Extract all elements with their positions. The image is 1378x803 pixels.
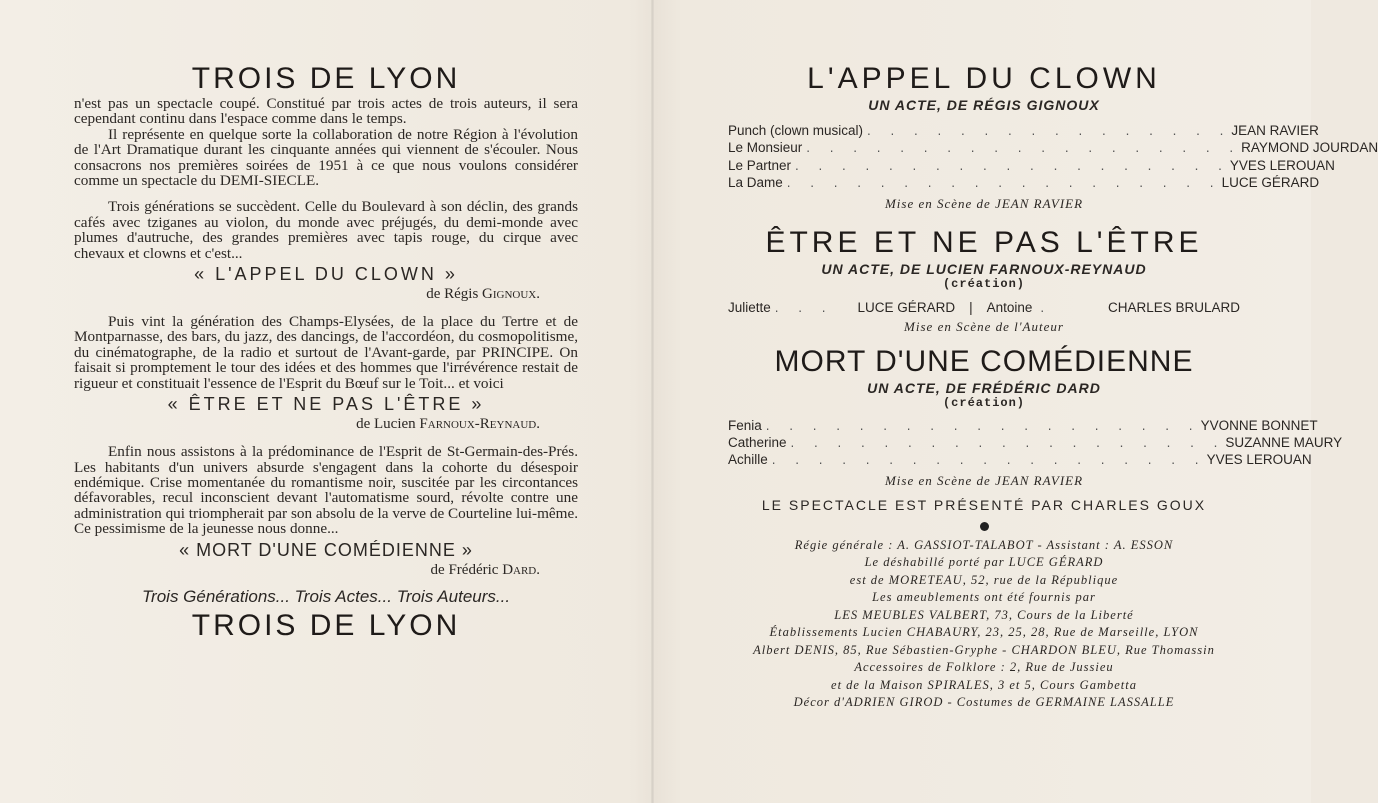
play1-subtitle: UN ACTE, DE RÉGIS GIGNOUX <box>868 97 1100 113</box>
role-juliette: Juliette <box>728 299 771 315</box>
play2-title: ÊTRE ET NE PAS L'ÊTRE <box>765 225 1203 259</box>
actor-juliette: LUCE GÉRARD <box>857 299 956 315</box>
cast-row: Le Monsieur . . . . . . . . . . . . . . . . . . . RAYMOND JOURDAN <box>728 140 1378 156</box>
cast-row: Fenia . . . . . . . . . . . . . . . . . . . YVONNE BONNET <box>728 417 1318 433</box>
left-page <box>74 62 578 643</box>
generations-paragraph: Trois générations se succèdent. Celle du Boulevard à son déclin, des grands cafés avec tziganes au violon, du monde avec préjugés, du demi-monde avec plumes d'autruche, des grandes premières avec tapis rouge, du cirque avec chevaux et clowns et c'est... <box>74 198 578 262</box>
cast-row: Le Partner . . . . . . . . . . . . . . . . . . . YVES LEROUAN <box>728 157 1335 173</box>
play1-title: L'APPEL DU CLOWN <box>807 62 1161 95</box>
cast-row: Achille . . . . . . . . . . . . . . . . . . . YVES LEROUAN <box>728 452 1312 468</box>
play3-creation: (création) <box>942 395 1025 410</box>
st-germain-paragraph: Enfin nous assistons à la prédominance de l'Esprit de St-Germain-des-Prés. Les habitants d'un univers absurde s'engagent dans la cohorte du désespoir endémique. Crise momentanée du romantisme noir, suscitée par les circontances défavorables, recul inconscient devant l'automatisme sourd, révolte contre une administration qui triompherait par son absolu de la verve de Courteline lui-même. Ce pessimisme de la jeunesse nous donne... <box>74 443 578 538</box>
credit-line: Régie générale : A. GASSIOT-TALABOT - Assistant : A. ESSON <box>794 537 1174 552</box>
credit-line: Décor d'ADRIEN GIROD - Costumes de GERMAINE LASSALLE <box>793 695 1175 710</box>
cast-row: Punch (clown musical) . . . . . . . . . . . . . . . . JEAN RAVIER <box>728 123 1319 138</box>
play1-staging: Mise en Scène de JEAN RAVIER <box>884 195 1084 211</box>
credits <box>728 537 1240 712</box>
bullet-dot <box>980 522 989 531</box>
play2-subtitle: UN ACTE, DE LUCIEN FARNOUX-REYNAUD <box>821 260 1147 277</box>
play1-cast <box>728 122 1378 192</box>
left-footer-title: TROIS DE LYON <box>191 608 461 642</box>
right-page <box>728 62 1378 712</box>
credit-line: est de MORETEAU, 52, rue de la République <box>849 572 1119 587</box>
credit-line: LES MEUBLES VALBERT, 73, Cours de la Liberté <box>834 607 1134 622</box>
cast-row: La Dame . . . . . . . . . . . . . . . . . . . LUCE GÉRARD <box>728 175 1320 191</box>
play3-cast <box>728 417 1343 469</box>
credit-line: Albert DENIS, 85, Rue Sébastien-Gryphe - CHARDON BLEU, Rue Thomassin <box>753 642 1215 657</box>
tagline: Trois Générations... Trois Actes... Trois Auteurs... <box>141 586 511 606</box>
play2-cast: Juliette . . . LUCE GÉRARD | Antoine . CHARLES BRULARD <box>728 299 1240 315</box>
cast-separator: | <box>969 299 973 315</box>
play3-title: MORT D'UNE COMÉDIENNE <box>774 344 1194 378</box>
play3-subtitle: UN ACTE, DE FRÉDÉRIC DARD <box>867 379 1101 396</box>
actor-antoine: CHARLES BRULARD <box>1107 299 1240 315</box>
author-farnoux-reynaud: de Lucien Farnoux-Reynaud. <box>356 416 540 433</box>
play3-staging: Mise en Scène de JEAN RAVIER <box>884 472 1084 488</box>
presented-by: LE SPECTACLE EST PRÉSENTÉ PAR CHARLES GOUX <box>761 496 1207 513</box>
champs-elysees-paragraph: Puis vint la génération des Champs-Elysées, de la place du Tertre et de Montparnasse, des bars, du jazz, des dancings, de l'accordéon, du cosmopolitisme, du cinématographe, de la radio et surtout de l'Avant-garde, par PRINCIPE. On faisait si promptement le tour des idées et des hommes que l'irrévérence restait de rigueur et constituait l'essence de l'Esprit du Bœuf sur le Toit... et voici <box>74 313 578 392</box>
role-antoine: Antoine <box>986 299 1033 315</box>
credit-line: et de la Maison SPIRALES, 3 et 5, Cours Gambetta <box>831 677 1137 692</box>
play2-creation: (création) <box>942 276 1025 291</box>
credit-line: Le déshabillé porté par LUCE GÉRARD <box>864 555 1104 570</box>
credit-line: Les ameublements ont été fournis par <box>872 590 1096 605</box>
quote-mort-d-une-comedienne: « MORT D'UNE COMÉDIENNE » <box>179 539 473 560</box>
play2-staging: Mise en Scène de l'Auteur <box>904 318 1064 334</box>
quote-appel-du-clown: « L'APPEL DU CLOWN » <box>194 264 458 285</box>
left-title: TROIS DE LYON <box>191 62 461 95</box>
cast-row: Catherine . . . . . . . . . . . . . . . . . . . SUZANNE MAURY <box>728 435 1343 451</box>
intro-paragraph: n'est pas un spectacle coupé. Constitué par trois actes de trois auteurs, il sera cependant continu dans l'espace comme dans le temps. <box>74 95 578 128</box>
page-fold <box>651 0 654 803</box>
region-paragraph: Il représente en quelque sorte la collaboration de notre Région à l'évolution de l'Art Dramatique durant les cinquante années qui viennent de s'écouler. Nous consacrons nos premières soirées de 1951 à ce que nous voulons considérer comme un spectacle du DEMI-SIECLE. <box>74 125 578 190</box>
author-gignoux: de Régis Gignoux. <box>426 286 540 303</box>
credit-line: Accessoires de Folklore : 2, Rue de Jussieu <box>854 660 1114 675</box>
quote-etre-et-ne-pas: « ÊTRE ET NE PAS L'ÊTRE » <box>167 394 485 415</box>
author-dard: de Frédéric Dard. <box>430 561 540 578</box>
credit-line: Établissements Lucien CHABAURY, 23, 25, 28, Rue de Marseille, LYON <box>769 625 1199 640</box>
